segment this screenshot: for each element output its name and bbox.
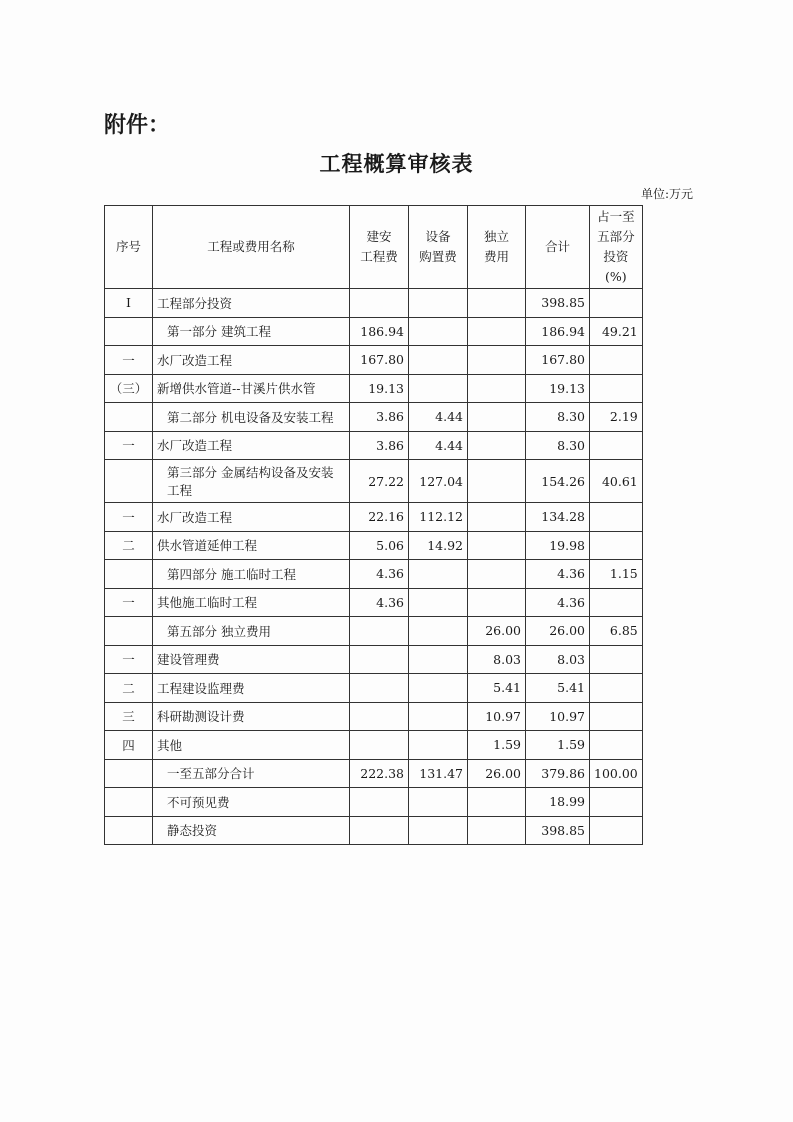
total-cell: 8.03 [526, 645, 590, 674]
equipment-cost-cell [409, 374, 468, 403]
row-number-cell [105, 560, 153, 589]
column-header: 工程或费用名称 [153, 206, 350, 289]
independent-cost-cell [468, 503, 526, 532]
row-number-cell [105, 317, 153, 346]
construction-cost-cell: 27.22 [350, 460, 409, 503]
construction-cost-cell: 167.80 [350, 346, 409, 375]
independent-cost-cell [468, 431, 526, 460]
independent-cost-cell [468, 317, 526, 346]
row-number-cell: 二 [105, 531, 153, 560]
table-row [105, 431, 643, 460]
percent-cell: 49.21 [590, 317, 643, 346]
item-name-cell: 第五部分 独立费用 [153, 617, 350, 646]
budget-table [104, 205, 643, 845]
percent-cell [590, 503, 643, 532]
total-cell: 134.28 [526, 503, 590, 532]
equipment-cost-cell: 14.92 [409, 531, 468, 560]
construction-cost-cell [350, 788, 409, 817]
independent-cost-cell [468, 588, 526, 617]
percent-cell: 1.15 [590, 560, 643, 589]
equipment-cost-cell [409, 702, 468, 731]
table-row [105, 788, 643, 817]
equipment-cost-cell [409, 560, 468, 589]
percent-cell [590, 588, 643, 617]
percent-cell [590, 816, 643, 845]
percent-cell [590, 674, 643, 703]
column-header: 独立 费用 [468, 206, 526, 289]
item-name-cell: 工程建设监理费 [153, 674, 350, 703]
total-cell: 1.59 [526, 731, 590, 760]
equipment-cost-cell [409, 674, 468, 703]
percent-cell [590, 731, 643, 760]
table-row [105, 317, 643, 346]
table-header-row [105, 206, 643, 289]
table-row [105, 531, 643, 560]
item-name-cell: 供水管道延伸工程 [153, 531, 350, 560]
independent-cost-cell: 10.97 [468, 702, 526, 731]
table-row [105, 503, 643, 532]
row-number-cell: 一 [105, 346, 153, 375]
attachment-label: 附件： [104, 113, 171, 138]
document-title: 工程概算审核表 [319, 152, 474, 176]
total-cell: 26.00 [526, 617, 590, 646]
item-name-cell: 科研勘测设计费 [153, 702, 350, 731]
independent-cost-cell [468, 531, 526, 560]
percent-cell [590, 788, 643, 817]
item-name-cell: 静态投资 [153, 816, 350, 845]
item-name-cell: 建设管理费 [153, 645, 350, 674]
equipment-cost-cell [409, 317, 468, 346]
independent-cost-cell [468, 289, 526, 318]
item-name-cell: 不可预见费 [153, 788, 350, 817]
row-number-cell [105, 788, 153, 817]
table-row [105, 759, 643, 788]
table-row [105, 702, 643, 731]
percent-cell [590, 645, 643, 674]
independent-cost-cell: 1.59 [468, 731, 526, 760]
item-name-cell: 水厂改造工程 [153, 431, 350, 460]
construction-cost-cell: 22.16 [350, 503, 409, 532]
table-row [105, 645, 643, 674]
independent-cost-cell: 26.00 [468, 617, 526, 646]
table-row [105, 289, 643, 318]
percent-cell: 100.00 [590, 759, 643, 788]
row-number-cell: 一 [105, 645, 153, 674]
item-name-cell: 一至五部分合计 [153, 759, 350, 788]
table-row [105, 403, 643, 432]
independent-cost-cell: 8.03 [468, 645, 526, 674]
row-number-cell: 三 [105, 702, 153, 731]
unit-label: 单位:万元 [640, 187, 693, 201]
construction-cost-cell: 5.06 [350, 531, 409, 560]
total-cell: 398.85 [526, 289, 590, 318]
row-number-cell: I [105, 289, 153, 318]
row-number-cell: 四 [105, 731, 153, 760]
independent-cost-cell [468, 374, 526, 403]
construction-cost-cell: 3.86 [350, 403, 409, 432]
item-name-cell: 水厂改造工程 [153, 503, 350, 532]
column-header: 合计 [526, 206, 590, 289]
item-name-cell: 新增供水管道--甘溪片供水管 [153, 374, 350, 403]
total-cell: 398.85 [526, 816, 590, 845]
table-row [105, 374, 643, 403]
row-number-cell [105, 816, 153, 845]
table-row [105, 560, 643, 589]
row-number-cell [105, 460, 153, 503]
total-cell: 167.80 [526, 346, 590, 375]
column-header: 设备 购置费 [409, 206, 468, 289]
item-name-cell: 其他 [153, 731, 350, 760]
construction-cost-cell [350, 645, 409, 674]
total-cell: 19.98 [526, 531, 590, 560]
independent-cost-cell: 5.41 [468, 674, 526, 703]
total-cell: 8.30 [526, 431, 590, 460]
percent-cell [590, 374, 643, 403]
equipment-cost-cell [409, 617, 468, 646]
construction-cost-cell: 186.94 [350, 317, 409, 346]
total-cell: 379.86 [526, 759, 590, 788]
equipment-cost-cell: 112.12 [409, 503, 468, 532]
construction-cost-cell: 4.36 [350, 588, 409, 617]
equipment-cost-cell [409, 346, 468, 375]
percent-cell: 2.19 [590, 403, 643, 432]
total-cell: 4.36 [526, 560, 590, 589]
percent-cell [590, 531, 643, 560]
total-cell: 10.97 [526, 702, 590, 731]
row-number-cell [105, 403, 153, 432]
row-number-cell: 一 [105, 588, 153, 617]
total-cell: 154.26 [526, 460, 590, 503]
construction-cost-cell [350, 289, 409, 318]
equipment-cost-cell [409, 588, 468, 617]
table-row [105, 816, 643, 845]
total-cell: 5.41 [526, 674, 590, 703]
construction-cost-cell: 222.38 [350, 759, 409, 788]
table-row [105, 731, 643, 760]
construction-cost-cell [350, 617, 409, 646]
table-row [105, 460, 643, 503]
percent-cell [590, 346, 643, 375]
percent-cell [590, 702, 643, 731]
row-number-cell: 二 [105, 674, 153, 703]
item-name-cell: 其他施工临时工程 [153, 588, 350, 617]
percent-cell [590, 289, 643, 318]
item-name-cell: 第三部分 金属结构设备及安装工程 [153, 460, 350, 503]
row-number-cell [105, 759, 153, 788]
equipment-cost-cell [409, 816, 468, 845]
equipment-cost-cell [409, 289, 468, 318]
independent-cost-cell [468, 788, 526, 817]
construction-cost-cell: 3.86 [350, 431, 409, 460]
equipment-cost-cell [409, 788, 468, 817]
construction-cost-cell [350, 816, 409, 845]
column-header: 建安 工程费 [350, 206, 409, 289]
item-name-cell: 第二部分 机电设备及安装工程 [153, 403, 350, 432]
row-number-cell: （三） [105, 374, 153, 403]
percent-cell [590, 431, 643, 460]
item-name-cell: 第四部分 施工临时工程 [153, 560, 350, 589]
independent-cost-cell [468, 346, 526, 375]
independent-cost-cell: 26.00 [468, 759, 526, 788]
construction-cost-cell [350, 702, 409, 731]
total-cell: 18.99 [526, 788, 590, 817]
construction-cost-cell: 19.13 [350, 374, 409, 403]
independent-cost-cell [468, 560, 526, 589]
equipment-cost-cell [409, 731, 468, 760]
row-number-cell: 一 [105, 431, 153, 460]
table-row [105, 617, 643, 646]
total-cell: 19.13 [526, 374, 590, 403]
total-cell: 4.36 [526, 588, 590, 617]
item-name-cell: 第一部分 建筑工程 [153, 317, 350, 346]
column-header: 占一至 五部分 投资 (%) [590, 206, 643, 289]
construction-cost-cell: 4.36 [350, 560, 409, 589]
row-number-cell [105, 617, 153, 646]
total-cell: 8.30 [526, 403, 590, 432]
table-row [105, 346, 643, 375]
percent-cell: 6.85 [590, 617, 643, 646]
table-row [105, 588, 643, 617]
independent-cost-cell [468, 403, 526, 432]
item-name-cell: 工程部分投资 [153, 289, 350, 318]
total-cell: 186.94 [526, 317, 590, 346]
row-number-cell: 一 [105, 503, 153, 532]
construction-cost-cell [350, 674, 409, 703]
equipment-cost-cell: 131.47 [409, 759, 468, 788]
independent-cost-cell [468, 816, 526, 845]
column-header: 序号 [105, 206, 153, 289]
equipment-cost-cell [409, 645, 468, 674]
percent-cell: 40.61 [590, 460, 643, 503]
equipment-cost-cell: 127.04 [409, 460, 468, 503]
construction-cost-cell [350, 731, 409, 760]
item-name-cell: 水厂改造工程 [153, 346, 350, 375]
equipment-cost-cell: 4.44 [409, 431, 468, 460]
table-row [105, 674, 643, 703]
equipment-cost-cell: 4.44 [409, 403, 468, 432]
independent-cost-cell [468, 460, 526, 503]
